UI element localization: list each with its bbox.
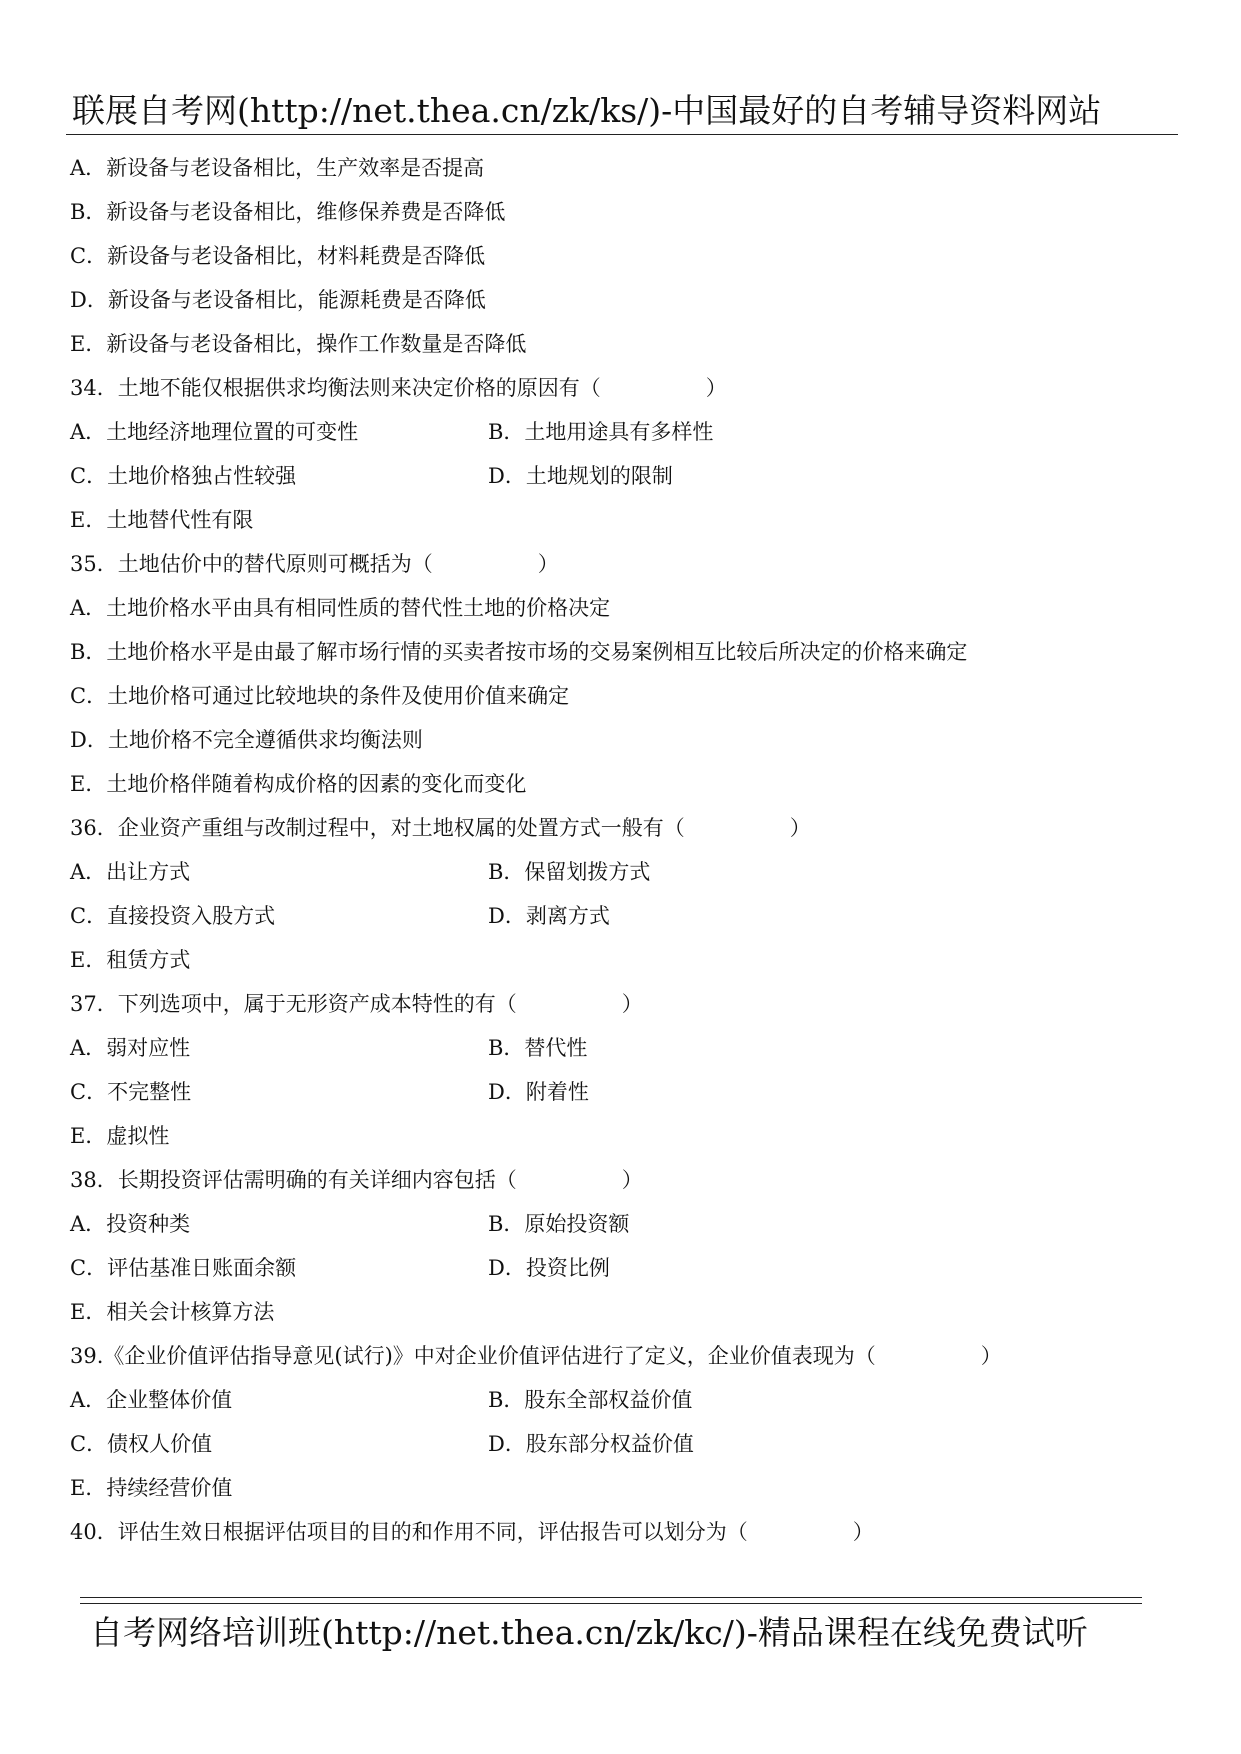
page-header: 联展自考网(http://net.thea.cn/zk/ks/)-中国最好的自考辅导资料网站 [72, 91, 1102, 130]
option-row [70, 1202, 1170, 1246]
text-line: 34．土地不能仅根据供求均衡法则来决定价格的原因有（ ） [70, 376, 727, 400]
text-line: E．相关会计核算方法 [70, 1300, 275, 1324]
text-line: C．土地价格可通过比较地块的条件及使用价值来确定 [70, 684, 570, 708]
text-line: E．土地替代性有限 [70, 508, 254, 532]
option-right: D．投资比例 [488, 1256, 610, 1280]
option-right: D．附着性 [488, 1080, 589, 1104]
text-line: 40．评估生效日根据评估项目的目的和作用不同，评估报告可以划分为（ ） [70, 1520, 874, 1544]
option-row [70, 1378, 1170, 1422]
option-row [70, 1246, 1170, 1290]
text-line: E．租赁方式 [70, 948, 191, 972]
option-row [70, 454, 1170, 498]
option-left: C．直接投资入股方式 [70, 904, 276, 928]
option-right: D．剥离方式 [488, 904, 610, 928]
option-right: D．土地规划的限制 [488, 464, 673, 488]
option-left: C．不完整性 [70, 1080, 192, 1104]
footer-divider [80, 1597, 1142, 1604]
option-row [70, 1422, 1170, 1466]
option-left: A．土地经济地理位置的可变性 [70, 420, 359, 444]
text-line: 35．土地估价中的替代原则可概括为（ ） [70, 552, 559, 576]
page-footer: 自考网络培训班(http://net.thea.cn/zk/kc/)-精品课程在线免费试听 [90, 1613, 1088, 1652]
text-line: D．新设备与老设备相比，能源耗费是否降低 [70, 288, 486, 312]
text-line: E．持续经营价值 [70, 1476, 233, 1500]
option-left: A．企业整体价值 [70, 1388, 233, 1412]
option-left: A．弱对应性 [70, 1036, 191, 1060]
option-left: C．土地价格独占性较强 [70, 464, 297, 488]
option-right: B．股东全部权益价值 [488, 1388, 693, 1412]
header-divider [66, 134, 1178, 135]
option-left: C．评估基准日账面余额 [70, 1256, 297, 1280]
text-line: A．土地价格水平由具有相同性质的替代性土地的价格决定 [70, 596, 611, 620]
option-left: C．债权人价值 [70, 1432, 213, 1456]
text-line: B．新设备与老设备相比，维修保养费是否降低 [70, 200, 506, 224]
option-right: B．土地用途具有多样性 [488, 420, 714, 444]
option-row [70, 1070, 1170, 1114]
text-line: C．新设备与老设备相比，材料耗费是否降低 [70, 244, 486, 268]
text-line: B．土地价格水平是由最了解市场行情的买卖者按市场的交易案例相互比较后所决定的价格来确定 [70, 640, 968, 664]
option-row [70, 1026, 1170, 1070]
text-line: E．新设备与老设备相比，操作工作数量是否降低 [70, 332, 527, 356]
option-right: B．替代性 [488, 1036, 588, 1060]
text-line: E．虚拟性 [70, 1124, 170, 1148]
text-line: E．土地价格伴随着构成价格的因素的变化而变化 [70, 772, 527, 796]
option-row [70, 410, 1170, 454]
text-line: D．土地价格不完全遵循供求均衡法则 [70, 728, 423, 752]
text-line: 39.《企业价值评估指导意见(试行)》中对企业价值评估进行了定义，企业价值表现为（ ） [70, 1344, 1002, 1368]
option-right: B．保留划拨方式 [488, 860, 651, 884]
option-right: B．原始投资额 [488, 1212, 630, 1236]
text-line: 36．企业资产重组与改制过程中，对土地权属的处置方式一般有（ ） [70, 816, 811, 840]
question-list [70, 146, 1170, 1554]
option-left: A．投资种类 [70, 1212, 191, 1236]
option-row [70, 850, 1170, 894]
text-line: A．新设备与老设备相比，生产效率是否提高 [70, 156, 485, 180]
text-line: 37．下列选项中，属于无形资产成本特性的有（ ） [70, 992, 643, 1016]
option-row [70, 894, 1170, 938]
text-line: 38．长期投资评估需明确的有关详细内容包括（ ） [70, 1168, 643, 1192]
option-right: D．股东部分权益价值 [488, 1432, 694, 1456]
option-left: A．出让方式 [70, 860, 191, 884]
